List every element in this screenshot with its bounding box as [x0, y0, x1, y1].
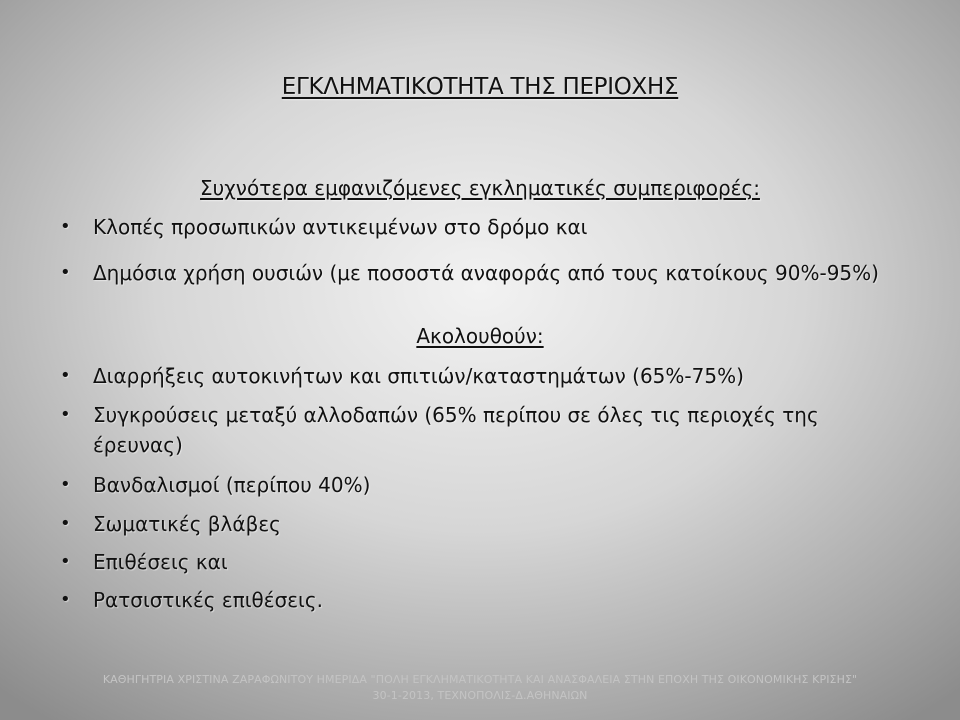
list-item-text: Διαρρήξεις αυτοκινήτων και σπιτιών/καταστημάτων (65%-75%): [93, 364, 744, 388]
list-item: [60, 400, 910, 460]
list-item: [60, 470, 910, 500]
bullet-icon: •: [60, 551, 71, 572]
list-item: [60, 509, 910, 539]
list-item: [60, 361, 910, 391]
section-heading-frequent: Συχνότερα εμφανιζόμενες εγκληματικές συμπεριφορές:: [200, 176, 760, 200]
list-item: [60, 258, 910, 288]
bullet-icon: •: [60, 513, 71, 534]
list-item-text: Βανδαλισμοί (περίπου 40%): [93, 473, 371, 497]
slide-title: ΕΓΚΛΗΜΑΤΙΚΟΤΗΤΑ ΤΗΣ ΠΕΡΙΟΧΗΣ: [281, 74, 679, 100]
list-item-text: Επιθέσεις και: [93, 550, 228, 574]
list-item-text: Συγκρούσεις μεταξύ αλλοδαπών (65% περίπου σε όλες τις περιοχές της έρευνας): [93, 403, 819, 457]
bullet-icon: •: [60, 589, 71, 610]
list-item: [60, 585, 910, 615]
bullet-icon: •: [60, 216, 71, 237]
bullet-icon: •: [60, 404, 71, 425]
bullet-icon: •: [60, 262, 71, 283]
bullet-icon: •: [60, 474, 71, 495]
list-item-text: Κλοπές προσωπικών αντικειμένων στο δρόμο και: [93, 215, 588, 239]
list-item-text: Δημόσια χρήση ουσιών (με ποσοστά αναφοράς από τους κατοίκους 90%-95%): [93, 261, 879, 285]
slide-footer: ΚΑΘΗΓΗΤΡΙΑ ΧΡΙΣΤΙΝΑ ΖΑΡΑΦΩΝΙΤΟΥ ΗΜΕΡΙΔΑ "ΠΟΛΗ ΕΓΚΛΗΜΑΤΙΚΟΤΗΤΑ ΚΑΙ ΑΝΑΣΦΑΛΕΙΑ ΣΤΗΝ ΕΠΟΧΗ ΤΗΣ ΟΙΚΟΝΟΜΙΚΗΣ ΚΡΙΣΗΣ" 30-1-2013, ΤΕΧΝΟΠΟΛΙΣ-Δ.ΑΘΗΝΑΙΩΝ: [102, 673, 858, 702]
bullet-icon: •: [60, 365, 71, 386]
list-item-text: Σωματικές βλάβες: [93, 512, 281, 536]
list-item: [60, 212, 910, 242]
list-item-text: Ρατσιστικές επιθέσεις.: [93, 588, 323, 612]
section-heading-following: Ακολουθούν:: [416, 324, 544, 348]
list-item: [60, 547, 910, 577]
